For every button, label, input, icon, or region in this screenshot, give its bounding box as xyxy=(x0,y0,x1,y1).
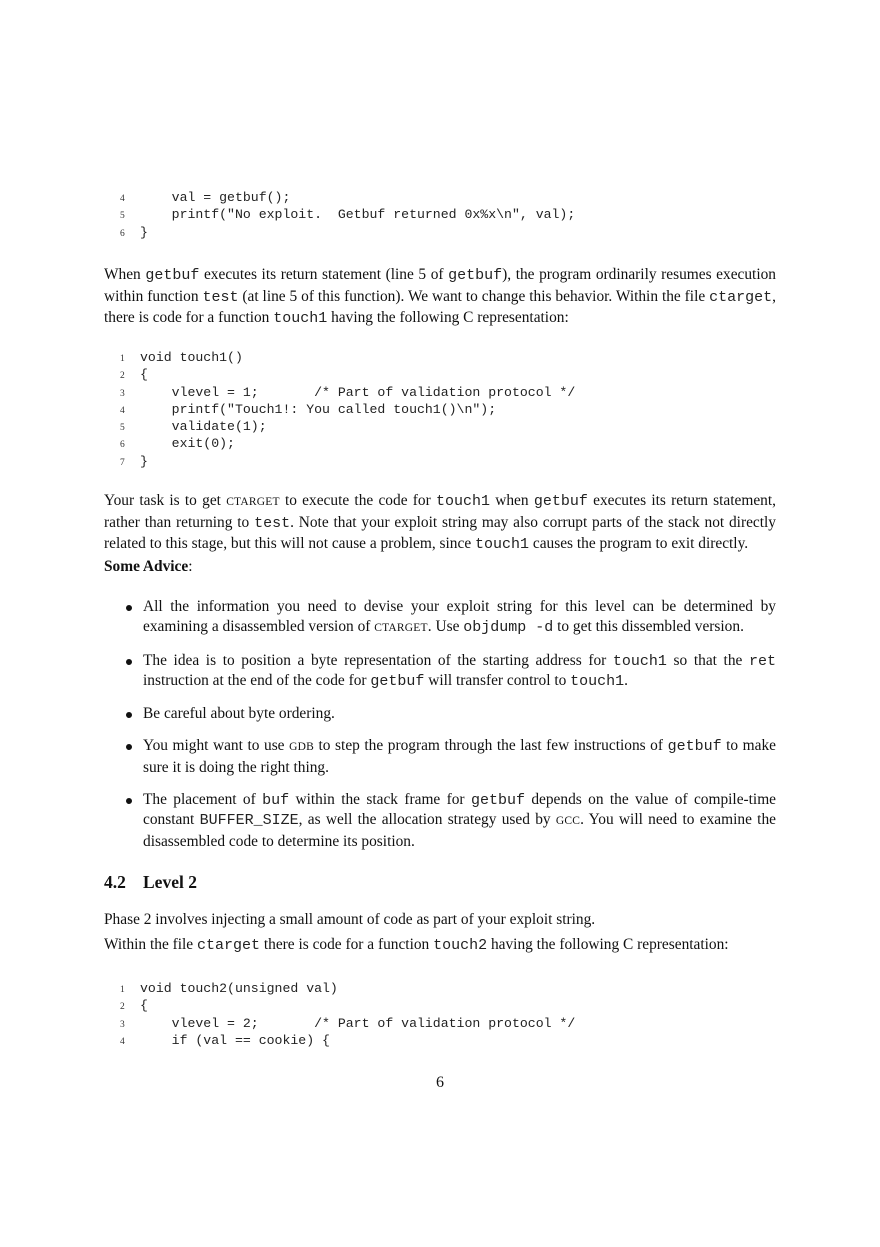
inline-code: ctarget xyxy=(196,937,260,954)
code-line xyxy=(120,365,575,382)
program-name: GDB xyxy=(289,741,314,753)
advice-heading: Some Advice: xyxy=(104,558,193,575)
text-run: Within the file xyxy=(104,936,197,953)
code-text: exit(0); xyxy=(140,436,235,452)
text-run: will transfer control to xyxy=(424,672,571,689)
text-run: to step the program through the last few instructions of xyxy=(313,737,668,754)
text-run: when xyxy=(490,492,534,509)
code-line xyxy=(120,434,575,451)
code-line xyxy=(120,452,575,469)
code-line xyxy=(120,1014,575,1031)
code-text: void touch2(unsigned val) xyxy=(140,981,338,996)
text-run: there is code for a function xyxy=(260,936,434,953)
line-number: 6 xyxy=(120,228,125,239)
inline-code: getbuf xyxy=(145,267,200,284)
inline-code: touch1 xyxy=(570,673,625,690)
inline-code: touch1 xyxy=(273,310,328,327)
text-run: You might want to use xyxy=(143,737,290,754)
text-run: executes its return statement (line 5 of xyxy=(199,266,449,283)
inline-code: getbuf xyxy=(533,493,588,510)
code-line xyxy=(120,348,575,365)
text-run: depends on the value of compile-time constant xyxy=(143,790,777,828)
bullet-icon xyxy=(126,744,132,750)
advice-item xyxy=(104,704,776,724)
text-run: causes the program to exit directly. xyxy=(529,535,749,552)
code-text: } xyxy=(140,453,148,469)
inline-code: test xyxy=(202,288,239,306)
line-number: 4 xyxy=(120,405,125,416)
line-number: 1 xyxy=(120,354,125,364)
line-number: 5 xyxy=(120,423,125,434)
inline-code: buf xyxy=(262,791,290,809)
program-name: GCC xyxy=(555,815,581,827)
text-run: within the stack frame for xyxy=(289,790,471,808)
text-run: Phase 2 involves injecting a small amount of code as part of your exploit string. xyxy=(104,911,596,928)
text-run: . Note that your exploit string may also corrupt parts of the stack not directly related to this stage, but this will not cause a problem, since xyxy=(104,513,776,552)
text-run: The idea is to position a byte representation of the starting address for xyxy=(143,651,613,669)
text-run: to get this dissembled version. xyxy=(553,617,744,635)
inline-code: touch1 xyxy=(435,493,490,510)
advice-item xyxy=(104,597,776,638)
code-text: { xyxy=(140,367,148,383)
code-text: { xyxy=(140,998,148,1014)
code-text: printf("Touch1!: You called touch1()\n"); xyxy=(140,401,497,417)
code-line xyxy=(120,188,575,205)
text-run: Your task is to get xyxy=(104,492,227,509)
text-run: having the following C representation: xyxy=(487,936,729,953)
text-run: having the following C representation: xyxy=(327,309,569,326)
code-block-touch2 xyxy=(120,979,575,1048)
inline-code: test xyxy=(254,514,291,532)
code-line xyxy=(120,223,575,240)
line-number: 6 xyxy=(120,440,125,451)
code-line xyxy=(120,1031,575,1048)
inline-code: touch1 xyxy=(612,652,667,670)
section-title: Level 2 xyxy=(143,872,197,892)
code-line xyxy=(120,400,575,417)
line-number: 7 xyxy=(120,457,125,468)
inline-code: getbuf xyxy=(370,673,425,690)
text-run: The placement of xyxy=(143,790,263,808)
code-block-getbuf-tail xyxy=(120,188,575,240)
line-number: 2 xyxy=(120,1002,125,1013)
code-text: validate(1); xyxy=(140,419,267,435)
code-text: void touch1() xyxy=(140,350,243,365)
text-run: executes its return statement, rather than returning to xyxy=(104,492,776,531)
bullet-icon xyxy=(126,605,132,611)
code-line xyxy=(120,996,575,1013)
text-run: (at line 5 of this function). We want to change this behavior. Within the file xyxy=(238,287,710,305)
bullet-icon xyxy=(126,659,132,665)
advice-item xyxy=(104,651,776,692)
advice-item xyxy=(104,790,776,852)
text-run: , there is code for a function xyxy=(104,287,776,326)
advice-list xyxy=(104,597,776,864)
code-text: vlevel = 2; /* Part of validation protocol */ xyxy=(140,1015,576,1031)
section-heading xyxy=(104,872,197,893)
code-text: if (val == cookie) { xyxy=(140,1032,330,1048)
inline-code: ctarget xyxy=(709,288,773,306)
line-number: 5 xyxy=(120,211,125,222)
code-line xyxy=(120,417,575,434)
code-line xyxy=(120,205,575,222)
line-number: 4 xyxy=(120,194,125,204)
text-run: All the information you need to devise your exploit string for this level can be determined by examining a disassembled version of xyxy=(143,598,776,635)
program-name: CTARGET xyxy=(374,621,428,634)
text-run: When xyxy=(104,266,146,283)
line-number: 2 xyxy=(120,371,125,382)
advice-item xyxy=(104,736,776,777)
code-text: } xyxy=(140,224,148,240)
line-number: 3 xyxy=(120,1019,125,1030)
code-text: val = getbuf(); xyxy=(140,190,291,205)
code-block-touch1 xyxy=(120,348,575,469)
code-line xyxy=(120,383,575,400)
text-run: . Use xyxy=(427,617,464,635)
text-run: Be careful about byte ordering. xyxy=(143,705,335,722)
inline-code: objdump -d xyxy=(463,618,554,636)
line-number: 4 xyxy=(120,1036,125,1047)
text-run: , as well the allocation strategy used by xyxy=(298,811,556,828)
page-number: 6 xyxy=(436,1074,444,1091)
bullet-icon xyxy=(126,712,132,718)
paragraph-phase2-intro xyxy=(104,910,776,931)
text-run: ), the program ordinarily resumes execution within function xyxy=(104,266,776,305)
code-text: vlevel = 1; /* Part of validation protocol */ xyxy=(140,384,576,400)
inline-code: getbuf xyxy=(448,267,503,284)
line-number: 3 xyxy=(120,388,125,399)
text-run: . xyxy=(624,672,629,689)
inline-code: touch1 xyxy=(475,536,530,553)
inline-code: ret xyxy=(748,652,776,670)
inline-code: BUFFER_SIZE xyxy=(199,812,299,829)
text-run: to execute the code for xyxy=(279,492,436,509)
inline-code: getbuf xyxy=(470,791,525,809)
text-run: to make sure it is doing the right thing. xyxy=(143,737,777,776)
inline-code: touch2 xyxy=(433,937,488,954)
paragraph-task-touch1 xyxy=(104,491,776,556)
text-run: . You will need to examine the disassembled code to determine its position. xyxy=(143,811,776,850)
code-line xyxy=(120,979,575,996)
text-run: so that the xyxy=(666,651,749,669)
line-number: 1 xyxy=(120,985,125,995)
text-run: instruction at the end of the code for xyxy=(143,672,371,689)
inline-code: getbuf xyxy=(667,738,722,755)
section-number: 4.2 xyxy=(104,872,126,892)
code-text: printf("No exploit. Getbuf returned 0x%x\n", val); xyxy=(140,207,576,223)
bullet-icon xyxy=(126,798,132,804)
program-name: CTARGET xyxy=(226,496,280,508)
paragraph-getbuf-return xyxy=(104,265,776,330)
paragraph-touch2-intro xyxy=(104,935,776,957)
